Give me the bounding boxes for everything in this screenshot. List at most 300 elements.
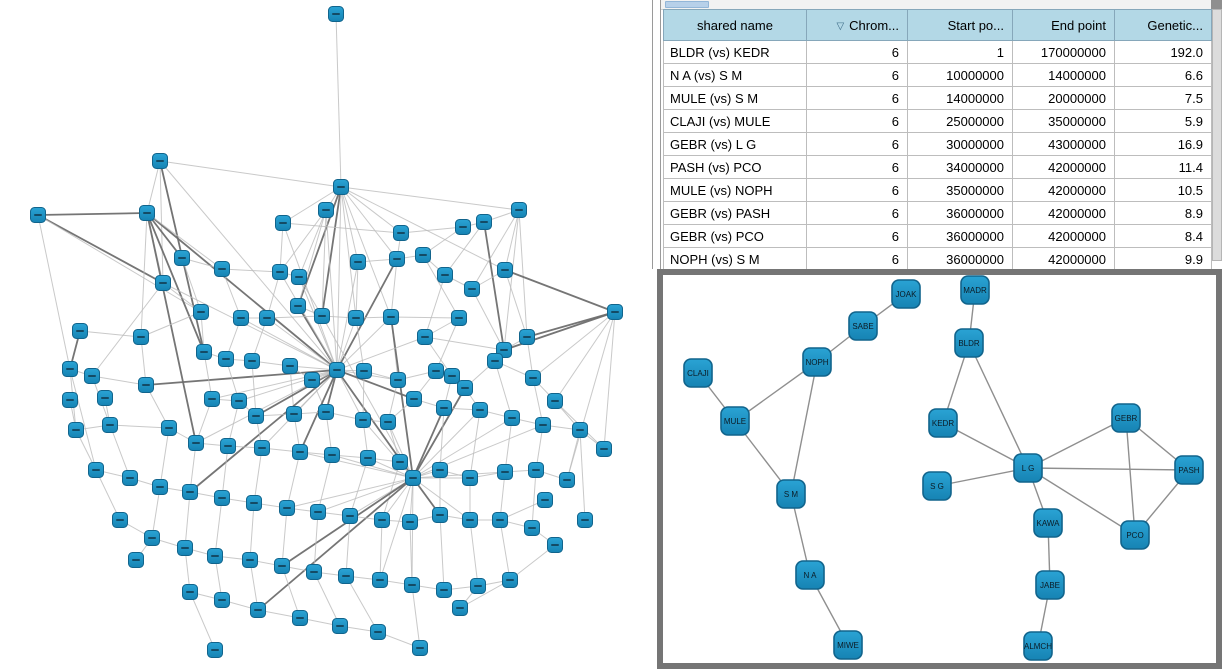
cell-value[interactable]: 6 bbox=[807, 133, 908, 156]
column-header-shared-name[interactable] bbox=[664, 10, 807, 41]
cell-value[interactable]: 36000000 bbox=[908, 202, 1013, 225]
mini-node-label bbox=[197, 311, 205, 313]
network-node[interactable] bbox=[503, 573, 518, 588]
cell-value[interactable]: 6.6 bbox=[1115, 64, 1212, 87]
cell-value[interactable]: 5.9 bbox=[1115, 110, 1212, 133]
network-node-LG[interactable] bbox=[1014, 454, 1042, 482]
mini-node-label bbox=[279, 222, 287, 224]
network-node[interactable] bbox=[437, 583, 452, 598]
network-node[interactable] bbox=[498, 263, 513, 278]
mini-node-label bbox=[506, 579, 514, 581]
mini-node-label bbox=[332, 13, 340, 15]
mini-node-label bbox=[156, 160, 164, 162]
network-node[interactable] bbox=[255, 441, 270, 456]
network-node[interactable] bbox=[452, 311, 467, 326]
node-label: L G bbox=[1021, 464, 1035, 473]
cell-value[interactable]: 30000000 bbox=[908, 133, 1013, 156]
network-node[interactable] bbox=[453, 601, 468, 616]
network-node[interactable] bbox=[333, 619, 348, 634]
network-node[interactable] bbox=[319, 405, 334, 420]
cell-value[interactable]: 42000000 bbox=[1013, 202, 1115, 225]
cell-value[interactable]: 9.9 bbox=[1115, 248, 1212, 271]
network-node[interactable] bbox=[219, 352, 234, 367]
network-node[interactable] bbox=[85, 369, 100, 384]
network-node[interactable] bbox=[283, 359, 298, 374]
column-header-chrom---[interactable] bbox=[807, 10, 908, 41]
network-node[interactable] bbox=[473, 403, 488, 418]
network-node[interactable] bbox=[406, 471, 421, 486]
mini-node-label bbox=[258, 447, 266, 449]
network-node[interactable] bbox=[361, 451, 376, 466]
mini-node-label bbox=[466, 477, 474, 479]
cell-value[interactable]: 6 bbox=[807, 64, 908, 87]
mini-node-label bbox=[237, 317, 245, 319]
mini-node-label bbox=[563, 479, 571, 481]
network-edge bbox=[314, 572, 340, 626]
mini-node-label bbox=[476, 409, 484, 411]
mini-node-label bbox=[611, 311, 619, 313]
network-node[interactable] bbox=[429, 364, 444, 379]
cell-value[interactable]: 6 bbox=[807, 156, 908, 179]
network-node[interactable] bbox=[573, 423, 588, 438]
network-node-MADR[interactable] bbox=[961, 276, 989, 304]
cell-shared-name[interactable]: BLDR (vs) KEDR bbox=[664, 41, 807, 64]
cell-value[interactable]: 10.5 bbox=[1115, 179, 1212, 202]
mini-node-label bbox=[500, 349, 508, 351]
network-node[interactable] bbox=[405, 578, 420, 593]
network-node-GEBR[interactable] bbox=[1112, 404, 1140, 432]
node-label: KAWA bbox=[1036, 519, 1060, 528]
cell-value[interactable]: 7.5 bbox=[1115, 87, 1212, 110]
cell-value[interactable]: 6 bbox=[807, 202, 908, 225]
cell-value[interactable]: 43000000 bbox=[1013, 133, 1115, 156]
mini-node-label bbox=[137, 336, 145, 338]
network-node[interactable] bbox=[63, 362, 78, 377]
network-edge bbox=[337, 337, 425, 370]
mini-node-label bbox=[200, 351, 208, 353]
table-row[interactable] bbox=[664, 179, 1212, 202]
network-node-JABE[interactable] bbox=[1036, 571, 1064, 599]
network-node[interactable] bbox=[293, 445, 308, 460]
network-node[interactable] bbox=[260, 311, 275, 326]
network-node[interactable] bbox=[498, 465, 513, 480]
cell-shared-name[interactable]: MULE (vs) NOPH bbox=[664, 179, 807, 202]
cell-value[interactable]: 192.0 bbox=[1115, 41, 1212, 64]
network-node-KAWA[interactable] bbox=[1034, 509, 1062, 537]
network-node[interactable] bbox=[526, 371, 541, 386]
network-edge-NOPH-SM[interactable] bbox=[791, 362, 817, 494]
mini-node-label bbox=[474, 585, 482, 587]
cell-value[interactable]: 42000000 bbox=[1013, 179, 1115, 202]
network-node[interactable] bbox=[538, 493, 553, 508]
network-node[interactable] bbox=[156, 276, 171, 291]
network-node[interactable] bbox=[343, 509, 358, 524]
network-node[interactable] bbox=[351, 255, 366, 270]
network-edge bbox=[380, 520, 382, 580]
network-node[interactable] bbox=[393, 455, 408, 470]
cell-value[interactable]: 42000000 bbox=[1013, 225, 1115, 248]
network-node[interactable] bbox=[291, 299, 306, 314]
network-node[interactable] bbox=[536, 418, 551, 433]
network-node[interactable] bbox=[249, 409, 264, 424]
network-node[interactable] bbox=[232, 394, 247, 409]
network-node[interactable] bbox=[245, 354, 260, 369]
network-node-SG[interactable] bbox=[923, 472, 951, 500]
mini-node-label bbox=[246, 559, 254, 561]
network-node[interactable] bbox=[215, 593, 230, 608]
network-node[interactable] bbox=[325, 448, 340, 463]
table-row[interactable] bbox=[664, 156, 1212, 179]
cell-shared-name[interactable]: N A (vs) S M bbox=[664, 64, 807, 87]
network-node[interactable] bbox=[215, 262, 230, 277]
network-node[interactable] bbox=[275, 559, 290, 574]
mini-node-label bbox=[448, 375, 456, 377]
network-edge bbox=[555, 312, 615, 401]
network-node[interactable] bbox=[305, 373, 320, 388]
network-edge bbox=[391, 317, 459, 318]
mini-node-label bbox=[132, 559, 140, 561]
cell-shared-name[interactable]: CLAJI (vs) MULE bbox=[664, 110, 807, 133]
network-edge bbox=[470, 520, 478, 586]
network-node[interactable] bbox=[438, 268, 453, 283]
cell-value[interactable]: 42000000 bbox=[1013, 248, 1115, 271]
network-node[interactable] bbox=[371, 625, 386, 640]
network-node[interactable] bbox=[512, 203, 527, 218]
network-node[interactable] bbox=[311, 505, 326, 520]
network-node[interactable] bbox=[273, 265, 288, 280]
network-node[interactable] bbox=[529, 463, 544, 478]
table-row[interactable] bbox=[664, 202, 1212, 225]
mini-node-label bbox=[409, 477, 417, 479]
network-node[interactable] bbox=[433, 508, 448, 523]
node-label: N A bbox=[803, 571, 817, 580]
network-node[interactable] bbox=[205, 392, 220, 407]
network-node[interactable] bbox=[153, 480, 168, 495]
network-node[interactable] bbox=[140, 206, 155, 221]
network-node-ALMCH[interactable] bbox=[1024, 632, 1052, 660]
network-node[interactable] bbox=[69, 423, 84, 438]
network-node[interactable] bbox=[433, 463, 448, 478]
mini-node-label bbox=[148, 537, 156, 539]
network-node[interactable] bbox=[608, 305, 623, 320]
network-node[interactable] bbox=[139, 378, 154, 393]
mini-node-label bbox=[250, 502, 258, 504]
mini-node-label bbox=[440, 407, 448, 409]
cell-value[interactable]: 25000000 bbox=[908, 110, 1013, 133]
network-node[interactable] bbox=[349, 311, 364, 326]
mini-node-label bbox=[159, 282, 167, 284]
table-row[interactable] bbox=[664, 248, 1212, 271]
scrollbar-thumb[interactable] bbox=[665, 1, 709, 8]
cell-value[interactable]: 14000000 bbox=[1013, 64, 1115, 87]
cell-shared-name[interactable]: GEBR (vs) PCO bbox=[664, 225, 807, 248]
network-edge bbox=[495, 361, 512, 418]
network-edge-BLDR-LG[interactable] bbox=[969, 343, 1028, 468]
network-node-PASH[interactable] bbox=[1175, 456, 1203, 484]
network-node[interactable] bbox=[123, 471, 138, 486]
network-node[interactable] bbox=[477, 215, 492, 230]
table-row[interactable] bbox=[664, 87, 1212, 110]
network-node[interactable] bbox=[175, 251, 190, 266]
mini-node-label bbox=[106, 424, 114, 426]
network-edge-LG-PASH[interactable] bbox=[1028, 468, 1189, 470]
cell-shared-name[interactable]: NOPH (vs) S M bbox=[664, 248, 807, 271]
network-node-MIWE[interactable] bbox=[834, 631, 862, 659]
cell-shared-name[interactable]: PASH (vs) PCO bbox=[664, 156, 807, 179]
network-edge bbox=[282, 508, 287, 566]
network-edge bbox=[346, 516, 350, 576]
network-node[interactable] bbox=[339, 569, 354, 584]
cell-value[interactable]: 20000000 bbox=[1013, 87, 1115, 110]
network-node[interactable] bbox=[407, 392, 422, 407]
network-node-SABE[interactable] bbox=[849, 312, 877, 340]
table-vertical-scrollbar[interactable] bbox=[1212, 9, 1222, 261]
mini-node-label bbox=[322, 411, 330, 413]
network-node[interactable] bbox=[287, 407, 302, 422]
mini-node-label bbox=[218, 497, 226, 499]
cell-value[interactable]: 36000000 bbox=[908, 225, 1013, 248]
network-node-CLAJI[interactable] bbox=[684, 359, 712, 387]
network-node-PCO[interactable] bbox=[1121, 521, 1149, 549]
mini-node-label bbox=[581, 519, 589, 521]
network-node[interactable] bbox=[134, 330, 149, 345]
mini-node-label bbox=[116, 519, 124, 521]
network-node[interactable] bbox=[330, 363, 345, 378]
mini-node-label bbox=[440, 589, 448, 591]
network-node[interactable] bbox=[73, 324, 88, 339]
network-node[interactable] bbox=[375, 513, 390, 528]
cell-value[interactable]: 6 bbox=[807, 225, 908, 248]
network-node[interactable] bbox=[197, 345, 212, 360]
mini-node-label bbox=[283, 507, 291, 509]
node-label: JABE bbox=[1039, 581, 1061, 590]
network-node[interactable] bbox=[153, 154, 168, 169]
column-header-genetic---[interactable] bbox=[1115, 10, 1212, 41]
node-label: KEDR bbox=[931, 419, 955, 428]
network-node[interactable] bbox=[381, 415, 396, 430]
network-node-JOAK[interactable] bbox=[892, 280, 920, 308]
network-node[interactable] bbox=[403, 515, 418, 530]
cell-value[interactable]: 6 bbox=[807, 41, 908, 64]
network-node[interactable] bbox=[98, 391, 113, 406]
network-node[interactable] bbox=[488, 354, 503, 369]
mini-node-label bbox=[455, 317, 463, 319]
network-node[interactable] bbox=[597, 442, 612, 457]
network-node[interactable] bbox=[493, 513, 508, 528]
node-label: S M bbox=[783, 490, 799, 499]
mini-node-label bbox=[328, 454, 336, 456]
network-node[interactable] bbox=[183, 485, 198, 500]
network-node[interactable] bbox=[471, 579, 486, 594]
cell-value[interactable]: 42000000 bbox=[1013, 156, 1115, 179]
network-node[interactable] bbox=[247, 496, 262, 511]
network-node[interactable] bbox=[548, 538, 563, 553]
network-node[interactable] bbox=[356, 413, 371, 428]
mini-node-label bbox=[364, 457, 372, 459]
cell-value[interactable]: 1 bbox=[908, 41, 1013, 64]
mini-node-label bbox=[88, 375, 96, 377]
cell-shared-name[interactable]: MULE (vs) S M bbox=[664, 87, 807, 110]
column-header-start-po---[interactable] bbox=[908, 10, 1013, 41]
mini-node-label bbox=[294, 305, 302, 307]
cell-value[interactable]: 35000000 bbox=[1013, 110, 1115, 133]
network-node[interactable] bbox=[292, 270, 307, 285]
network-node[interactable] bbox=[416, 248, 431, 263]
cell-value[interactable]: 6 bbox=[807, 110, 908, 133]
network-node[interactable] bbox=[390, 252, 405, 267]
cell-value[interactable]: 6 bbox=[807, 179, 908, 202]
network-node[interactable] bbox=[445, 369, 460, 384]
network-node[interactable] bbox=[63, 393, 78, 408]
network-node[interactable] bbox=[357, 364, 372, 379]
cell-value[interactable]: 14000000 bbox=[908, 87, 1013, 110]
mini-node-label bbox=[346, 515, 354, 517]
network-node[interactable] bbox=[520, 330, 535, 345]
cell-value[interactable]: 10000000 bbox=[908, 64, 1013, 87]
network-node[interactable] bbox=[329, 7, 344, 22]
network-node[interactable] bbox=[456, 220, 471, 235]
network-node[interactable] bbox=[458, 381, 473, 396]
network-node[interactable] bbox=[31, 208, 46, 223]
table-row[interactable] bbox=[664, 41, 1212, 64]
network-node[interactable] bbox=[307, 565, 322, 580]
network-node[interactable] bbox=[189, 436, 204, 451]
network-node-SM[interactable] bbox=[777, 480, 805, 508]
mini-node-label bbox=[396, 461, 404, 463]
mini-node-label bbox=[384, 421, 392, 423]
mini-node-label bbox=[410, 398, 418, 400]
cell-value[interactable]: 35000000 bbox=[908, 179, 1013, 202]
mini-node-label bbox=[501, 269, 509, 271]
network-node[interactable] bbox=[276, 216, 291, 231]
column-header-label: shared name bbox=[697, 17, 773, 33]
network-node[interactable] bbox=[315, 309, 330, 324]
network-node[interactable] bbox=[437, 401, 452, 416]
network-node[interactable] bbox=[113, 513, 128, 528]
network-node[interactable] bbox=[413, 641, 428, 656]
network-node[interactable] bbox=[221, 439, 236, 454]
network-edge bbox=[38, 213, 147, 215]
cell-value[interactable]: 6 bbox=[807, 87, 908, 110]
network-node[interactable] bbox=[319, 203, 334, 218]
mini-node-label bbox=[515, 209, 523, 211]
network-node[interactable] bbox=[103, 418, 118, 433]
cell-value[interactable]: 8.4 bbox=[1115, 225, 1212, 248]
network-node-MULE[interactable] bbox=[721, 407, 749, 435]
mini-node-label bbox=[211, 649, 219, 651]
mini-node-label bbox=[76, 330, 84, 332]
network-node[interactable] bbox=[194, 305, 209, 320]
cell-value[interactable]: 6 bbox=[807, 248, 908, 271]
network-node[interactable] bbox=[465, 282, 480, 297]
cell-value[interactable]: 8.9 bbox=[1115, 202, 1212, 225]
table-row[interactable] bbox=[664, 64, 1212, 87]
network-node[interactable] bbox=[243, 553, 258, 568]
network-node[interactable] bbox=[208, 643, 223, 658]
filter-icon[interactable]: ▽ bbox=[836, 20, 845, 32]
network-node[interactable] bbox=[373, 573, 388, 588]
column-header-label: End point bbox=[1051, 17, 1106, 33]
network-node[interactable] bbox=[129, 553, 144, 568]
network-node[interactable] bbox=[394, 226, 409, 241]
network-node[interactable] bbox=[280, 501, 295, 516]
network-edge bbox=[287, 452, 300, 508]
network-node[interactable] bbox=[578, 513, 593, 528]
network-node[interactable] bbox=[463, 471, 478, 486]
network-node[interactable] bbox=[391, 373, 406, 388]
cell-value[interactable]: 170000000 bbox=[1013, 41, 1115, 64]
network-node[interactable] bbox=[525, 521, 540, 536]
network-node-BLDR[interactable] bbox=[955, 329, 983, 357]
mini-node-label bbox=[318, 315, 326, 317]
node-label: NOPH bbox=[805, 358, 829, 367]
network-node[interactable] bbox=[162, 421, 177, 436]
mini-node-label bbox=[397, 232, 405, 234]
network-node[interactable] bbox=[178, 541, 193, 556]
mini-node-label bbox=[480, 221, 488, 223]
cell-shared-name[interactable]: GEBR (vs) PASH bbox=[664, 202, 807, 225]
network-node[interactable] bbox=[334, 180, 349, 195]
cell-shared-name[interactable]: GEBR (vs) L G bbox=[664, 133, 807, 156]
mini-node-label bbox=[394, 379, 402, 381]
column-header-end-point[interactable] bbox=[1013, 10, 1115, 41]
mini-node-label bbox=[551, 400, 559, 402]
network-edge bbox=[92, 283, 163, 376]
network-node-NOPH[interactable] bbox=[803, 348, 831, 376]
network-node[interactable] bbox=[505, 411, 520, 426]
network-node[interactable] bbox=[208, 549, 223, 564]
network-edge-GEBR-PCO[interactable] bbox=[1126, 418, 1135, 535]
panel-splitter[interactable] bbox=[652, 0, 661, 269]
mini-node-label bbox=[276, 271, 284, 273]
mini-node-label bbox=[436, 469, 444, 471]
network-node[interactable] bbox=[463, 513, 478, 528]
network-node[interactable] bbox=[215, 491, 230, 506]
mini-node-label bbox=[468, 288, 476, 290]
network-node[interactable] bbox=[251, 603, 266, 618]
network-node[interactable] bbox=[418, 330, 433, 345]
cell-value[interactable]: 11.4 bbox=[1115, 156, 1212, 179]
network-node[interactable] bbox=[89, 463, 104, 478]
mini-node-label bbox=[211, 555, 219, 557]
edge-attribute-table bbox=[663, 9, 1212, 271]
network-node[interactable] bbox=[548, 394, 563, 409]
edge-attribute-table-panel bbox=[663, 9, 1212, 271]
network-node[interactable] bbox=[560, 473, 575, 488]
network-node[interactable] bbox=[293, 611, 308, 626]
table-row[interactable] bbox=[664, 133, 1212, 156]
network-node-NA[interactable] bbox=[796, 561, 824, 589]
mini-node-label bbox=[308, 379, 316, 381]
network-node[interactable] bbox=[384, 310, 399, 325]
cell-value[interactable]: 36000000 bbox=[908, 248, 1013, 271]
node-label: MIWE bbox=[837, 641, 859, 650]
mini-node-label bbox=[142, 384, 150, 386]
table-row[interactable] bbox=[664, 110, 1212, 133]
table-row[interactable] bbox=[664, 225, 1212, 248]
mini-node-label bbox=[360, 370, 368, 372]
network-node[interactable] bbox=[145, 531, 160, 546]
cell-value[interactable]: 34000000 bbox=[908, 156, 1013, 179]
network-node[interactable] bbox=[183, 585, 198, 600]
node-label: PASH bbox=[1178, 466, 1200, 475]
network-edge bbox=[267, 316, 322, 318]
network-edge bbox=[505, 270, 615, 312]
cell-value[interactable]: 16.9 bbox=[1115, 133, 1212, 156]
network-node[interactable] bbox=[234, 311, 249, 326]
mini-node-label bbox=[529, 377, 537, 379]
network-node-KEDR[interactable] bbox=[929, 409, 957, 437]
